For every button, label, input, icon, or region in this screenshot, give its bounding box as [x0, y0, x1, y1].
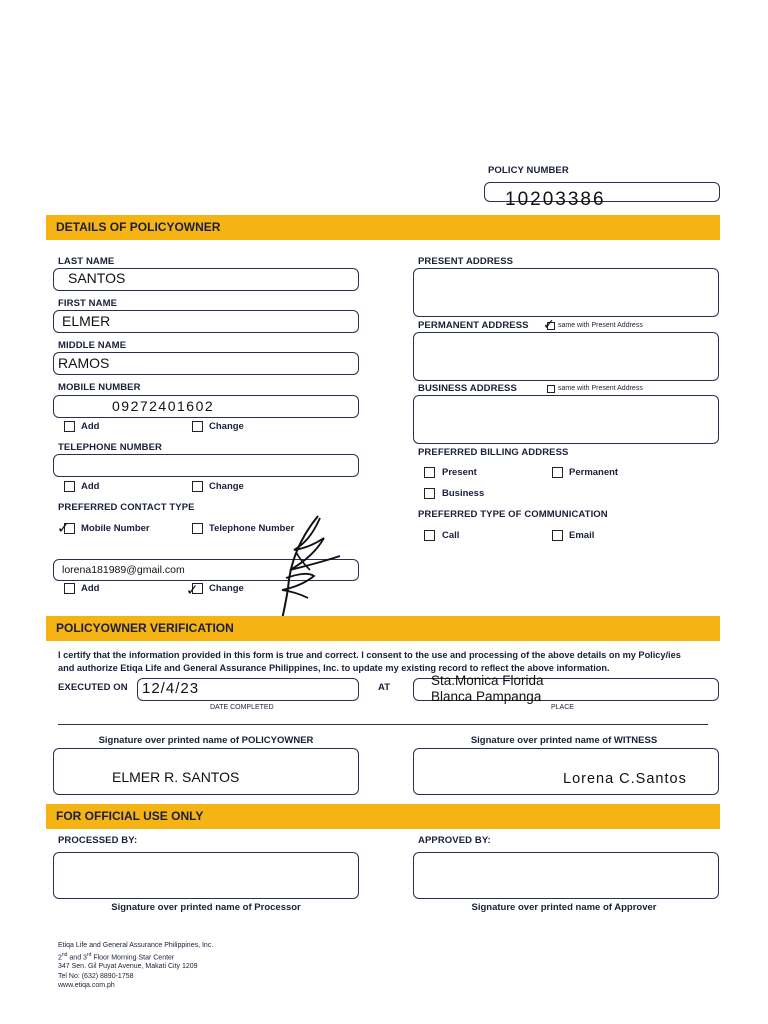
- telephone-add-label: Add: [81, 481, 100, 492]
- place-line-1: Sta.Monica Florida: [431, 673, 544, 688]
- mobile-add-checkbox[interactable]: [64, 421, 75, 432]
- telephone-number-label: TELEPHONE NUMBER: [58, 442, 162, 453]
- contact-mobile-label: Mobile Number: [81, 523, 150, 534]
- footer-floor-sup-b: rd: [86, 951, 92, 958]
- contact-telephone-checkbox[interactable]: [192, 523, 203, 534]
- approver-signature-caption: Signature over printed name of Approver: [471, 902, 657, 913]
- email-value: lorena181989@gmail.com: [62, 564, 185, 576]
- telephone-change-label: Change: [209, 481, 244, 492]
- mobile-number-label: MOBILE NUMBER: [58, 382, 141, 393]
- communication-call-checkbox[interactable]: [424, 530, 435, 541]
- policyowner-signature-caption: Signature over printed name of POLICYOWNER: [98, 735, 314, 746]
- permanent-same-check-icon: ✓: [543, 316, 555, 332]
- place-caption: PLACE: [551, 704, 574, 711]
- processor-signature-caption: Signature over printed name of Processor: [111, 902, 301, 913]
- business-address-label: BUSINESS ADDRESS: [418, 383, 517, 394]
- present-address-label: PRESENT ADDRESS: [418, 256, 514, 267]
- verification-section-header: [46, 616, 720, 641]
- contact-mobile-check-icon: ✓: [57, 520, 70, 537]
- processed-by-field[interactable]: [53, 852, 359, 899]
- footer-address: 347 Sen. Gil Puyat Avenue, Makati City 1209: [58, 963, 198, 971]
- footer-floor-b: and 3: [67, 953, 87, 961]
- official-section-title: FOR OFFICIAL USE ONLY: [56, 809, 204, 823]
- billing-permanent-checkbox[interactable]: [552, 467, 563, 478]
- last-name-value: SANTOS: [68, 270, 126, 286]
- permanent-address-field[interactable]: [413, 332, 719, 381]
- middle-name-value: RAMOS: [58, 355, 110, 371]
- official-section-header: [46, 804, 720, 829]
- place-value: [431, 673, 544, 705]
- billing-address-label: PREFERRED BILLING ADDRESS: [418, 447, 569, 458]
- executed-on-label: EXECUTED ON: [58, 682, 128, 693]
- billing-present-checkbox[interactable]: [424, 467, 435, 478]
- first-name-label: FIRST NAME: [58, 298, 118, 309]
- mobile-change-checkbox[interactable]: [192, 421, 203, 432]
- footer-website: www.etiqa.com.ph: [58, 982, 115, 990]
- policyowner-signature-name: ELMER R. SANTOS: [112, 769, 240, 785]
- consent-statement: [58, 649, 681, 674]
- footer-floor-c: Floor Morning Star Center: [91, 953, 175, 961]
- witness-signature-name: Lorena C.Santos: [563, 771, 687, 787]
- communication-email-checkbox[interactable]: [552, 530, 563, 541]
- email-change-check-icon: ✓: [186, 582, 199, 599]
- approved-by-field[interactable]: [413, 852, 719, 899]
- communication-call-label: Call: [442, 530, 460, 541]
- telephone-change-checkbox[interactable]: [192, 481, 203, 492]
- telephone-add-checkbox[interactable]: [64, 481, 75, 492]
- policy-number-label: POLICY NUMBER: [488, 165, 569, 176]
- date-completed-caption: DATE COMPLETED: [210, 704, 274, 711]
- present-address-field[interactable]: [413, 268, 719, 317]
- consent-line-2: and authorize Etiqa Life and General Assurance Philippines, Inc. to update my existing record to reflect the above information.: [58, 662, 610, 673]
- mobile-number-value: 09272401602: [112, 398, 215, 414]
- billing-business-label: Business: [442, 488, 485, 499]
- telephone-number-field[interactable]: [53, 454, 359, 477]
- middle-name-label: MIDDLE NAME: [58, 340, 127, 351]
- policyowner-signature-scribble: [260, 508, 350, 632]
- approved-by-label: APPROVED BY:: [418, 835, 491, 846]
- communication-email-label: Email: [569, 530, 595, 541]
- billing-permanent-label: Permanent: [569, 467, 619, 478]
- company-footer: [58, 941, 213, 991]
- executed-on-value: 12/4/23: [142, 680, 200, 697]
- witness-signature-caption: Signature over printed name of WITNESS: [470, 735, 658, 746]
- billing-business-checkbox[interactable]: [424, 488, 435, 499]
- business-same-label: same with Present Address: [558, 385, 643, 392]
- business-address-field[interactable]: [413, 395, 719, 444]
- email-add-checkbox[interactable]: [64, 583, 75, 594]
- business-same-checkbox[interactable]: [547, 385, 555, 393]
- verification-section-title: POLICYOWNER VERIFICATION: [56, 621, 234, 635]
- consent-line-1: I certify that the information provided in this form is true and correct. I consent to the use and processing of the above details on my Policy/ies: [58, 650, 681, 660]
- email-add-label: Add: [81, 583, 100, 594]
- contact-telephone-label: Telephone Number: [209, 523, 295, 534]
- details-section-title: DETAILS OF POLICYOWNER: [56, 220, 221, 234]
- first-name-value: ELMER: [62, 313, 111, 329]
- policy-number-value: 10203386: [505, 189, 606, 210]
- mobile-change-label: Change: [209, 421, 244, 432]
- preferred-contact-label: PREFERRED CONTACT TYPE: [58, 502, 195, 513]
- details-section-header: [46, 215, 720, 240]
- footer-floor-sup-a: nd: [61, 951, 68, 958]
- communication-type-label: PREFERRED TYPE OF COMMUNICATION: [418, 509, 608, 520]
- last-name-label: LAST NAME: [58, 256, 115, 267]
- at-label: AT: [378, 682, 391, 693]
- place-line-2: Blanca Pampanga: [431, 689, 542, 704]
- mobile-add-label: Add: [81, 421, 100, 432]
- processed-by-label: PROCESSED BY:: [58, 835, 138, 846]
- permanent-same-label: same with Present Address: [558, 322, 643, 329]
- billing-present-label: Present: [442, 467, 477, 478]
- permanent-address-label: PERMANENT ADDRESS: [418, 320, 529, 331]
- email-change-label: Change: [209, 583, 244, 594]
- footer-floor-a: 2: [58, 953, 62, 961]
- verification-divider: [58, 724, 708, 725]
- footer-company-name: Etiqa Life and General Assurance Philippines, Inc.: [58, 942, 214, 949]
- footer-telephone: Tel No: (632) 8890-1758: [58, 972, 134, 980]
- footer-floor: [58, 951, 213, 963]
